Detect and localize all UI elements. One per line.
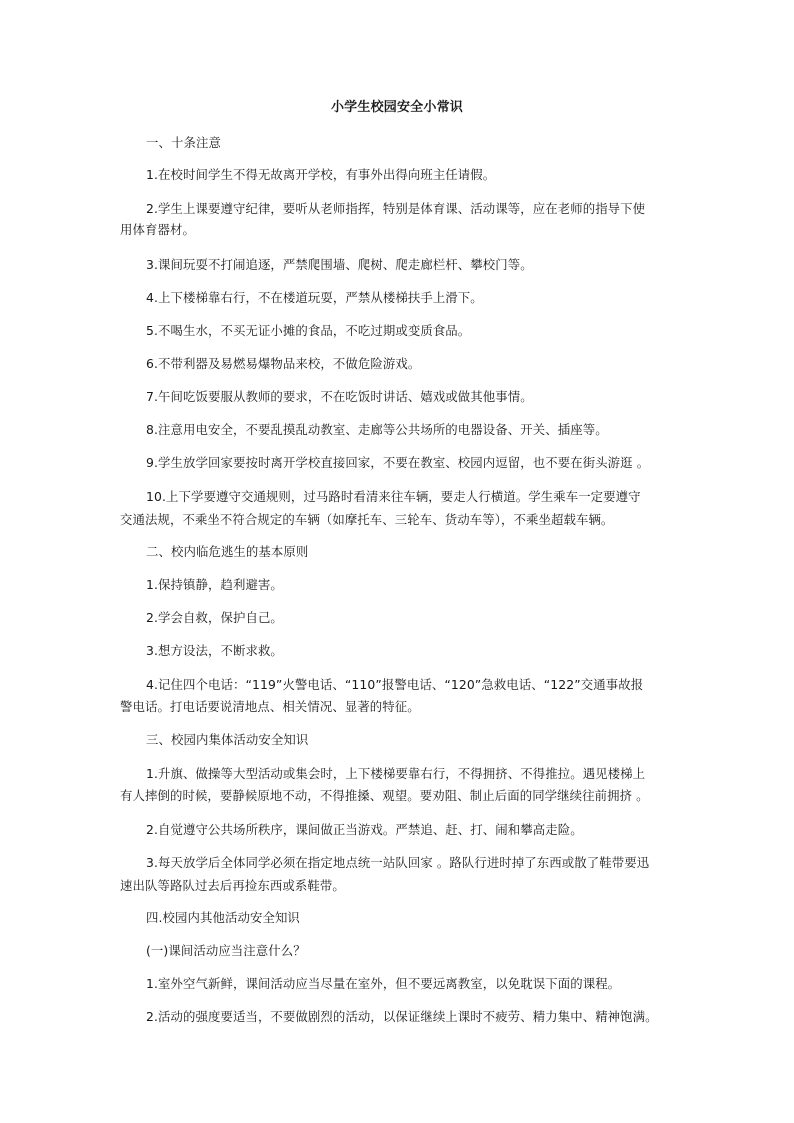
paragraph-line: 7.午间吃饭要服从教师的要求，不在吃饭时讲话、嬉戏或做其他事情。 <box>146 389 533 404</box>
document-title: 小学生校园安全小常识 <box>330 100 463 115</box>
paragraph-line: 10.上下学要遵守交通规则，过马路时看清来往车辆，要走人行横道。学生乘车一定要遵守 <box>146 489 641 504</box>
paragraph-line: 3.想方设法，不断求救。 <box>146 643 283 658</box>
paragraph-line: 2.学会自救，保护自己。 <box>146 610 283 625</box>
paragraph-line: 6.不带利器及易燃易爆物品来校，不做危险游戏。 <box>146 356 421 371</box>
paragraph-line: 4.记住四个电话：“119”火警电话、“110”报警电话、“120”急救电话、“122”交通事故报 <box>146 677 644 692</box>
paragraph-line: 警电话。打电话要说清地点、相关情况、显著的特征。 <box>120 699 420 714</box>
paragraph-line: 4.上下楼梯靠右行，不在楼道玩耍，严禁从楼梯扶手上滑下。 <box>146 290 483 305</box>
section-heading: 四.校园内其他活动安全知识 <box>146 910 300 925</box>
paragraph-line: 1.在校时间学生不得无故离开学校，有事外出得向班主任请假。 <box>146 167 496 182</box>
paragraph-line: 1.保持镇静，趋利避害。 <box>146 577 283 592</box>
paragraph-line: 8.注意用电安全，不要乱摸乱动教室、走廊等公共场所的电器设备、开关、插座等。 <box>146 422 608 437</box>
paragraph-line: 5.不喝生水，不买无证小摊的食品，不吃过期或变质食品。 <box>146 323 471 338</box>
paragraph-line: 9.学生放学回家要按时离开学校直接回家，不要在教室、校园内逗留，也不要在街头游逛 。 <box>146 455 650 470</box>
paragraph-line: 3.课间玩耍不打闹追逐，严禁爬围墙、爬树、爬走廊栏杆、攀校门等。 <box>146 257 533 272</box>
paragraph-line: 3.每天放学后全体同学必须在指定地点统一站队回家 。路队行进时掉了东西或散了鞋带要迅 <box>146 855 650 870</box>
paragraph-line: 2.学生上课要遵守纪律，要听从老师指挥，特别是体育课、活动课等，应在老师的指导下使 <box>146 201 646 216</box>
paragraph-line: 速出队等路队过去后再捡东西或系鞋带。 <box>120 878 345 893</box>
subsection-heading: (一)课间活动应当注意什么？ <box>146 943 306 958</box>
paragraph-line: 1.升旗、做操等大型活动或集会时，上下楼梯要靠右行，不得拥挤、不得推拉。遇见楼梯上 <box>146 766 646 781</box>
paragraph-line: 1.室外空气新鲜，课间活动应当尽量在室外，但不要远离教室，以免耽误下面的课程。 <box>146 976 621 991</box>
paragraph-line: 用体育器材。 <box>120 222 195 237</box>
paragraph-line: 有人摔倒的时候，要静候原地不动，不得推搡、观望。要劝阻、制止后面的同学继续往前拥挤 。 <box>120 788 649 803</box>
paragraph-line: 2.活动的强度要适当，不要做剧烈的活动，以保证继续上课时不疲劳、精力集中、精神饱满。 <box>146 1009 658 1024</box>
paragraph-line: 2.自觉遵守公共场所秩序，课间做正当游戏。严禁追、赶、打、闹和攀高走险。 <box>146 822 583 837</box>
section-heading: 一、十条注意 <box>146 135 221 150</box>
paragraph-line: 交通法规，不乘坐不符合规定的车辆（如摩托车、三轮车、货动车等），不乘坐超载车辆。 <box>120 512 614 527</box>
section-heading: 三、校园内集体活动安全知识 <box>146 732 309 747</box>
section-heading: 二、校内临危逃生的基本原则 <box>146 544 309 559</box>
